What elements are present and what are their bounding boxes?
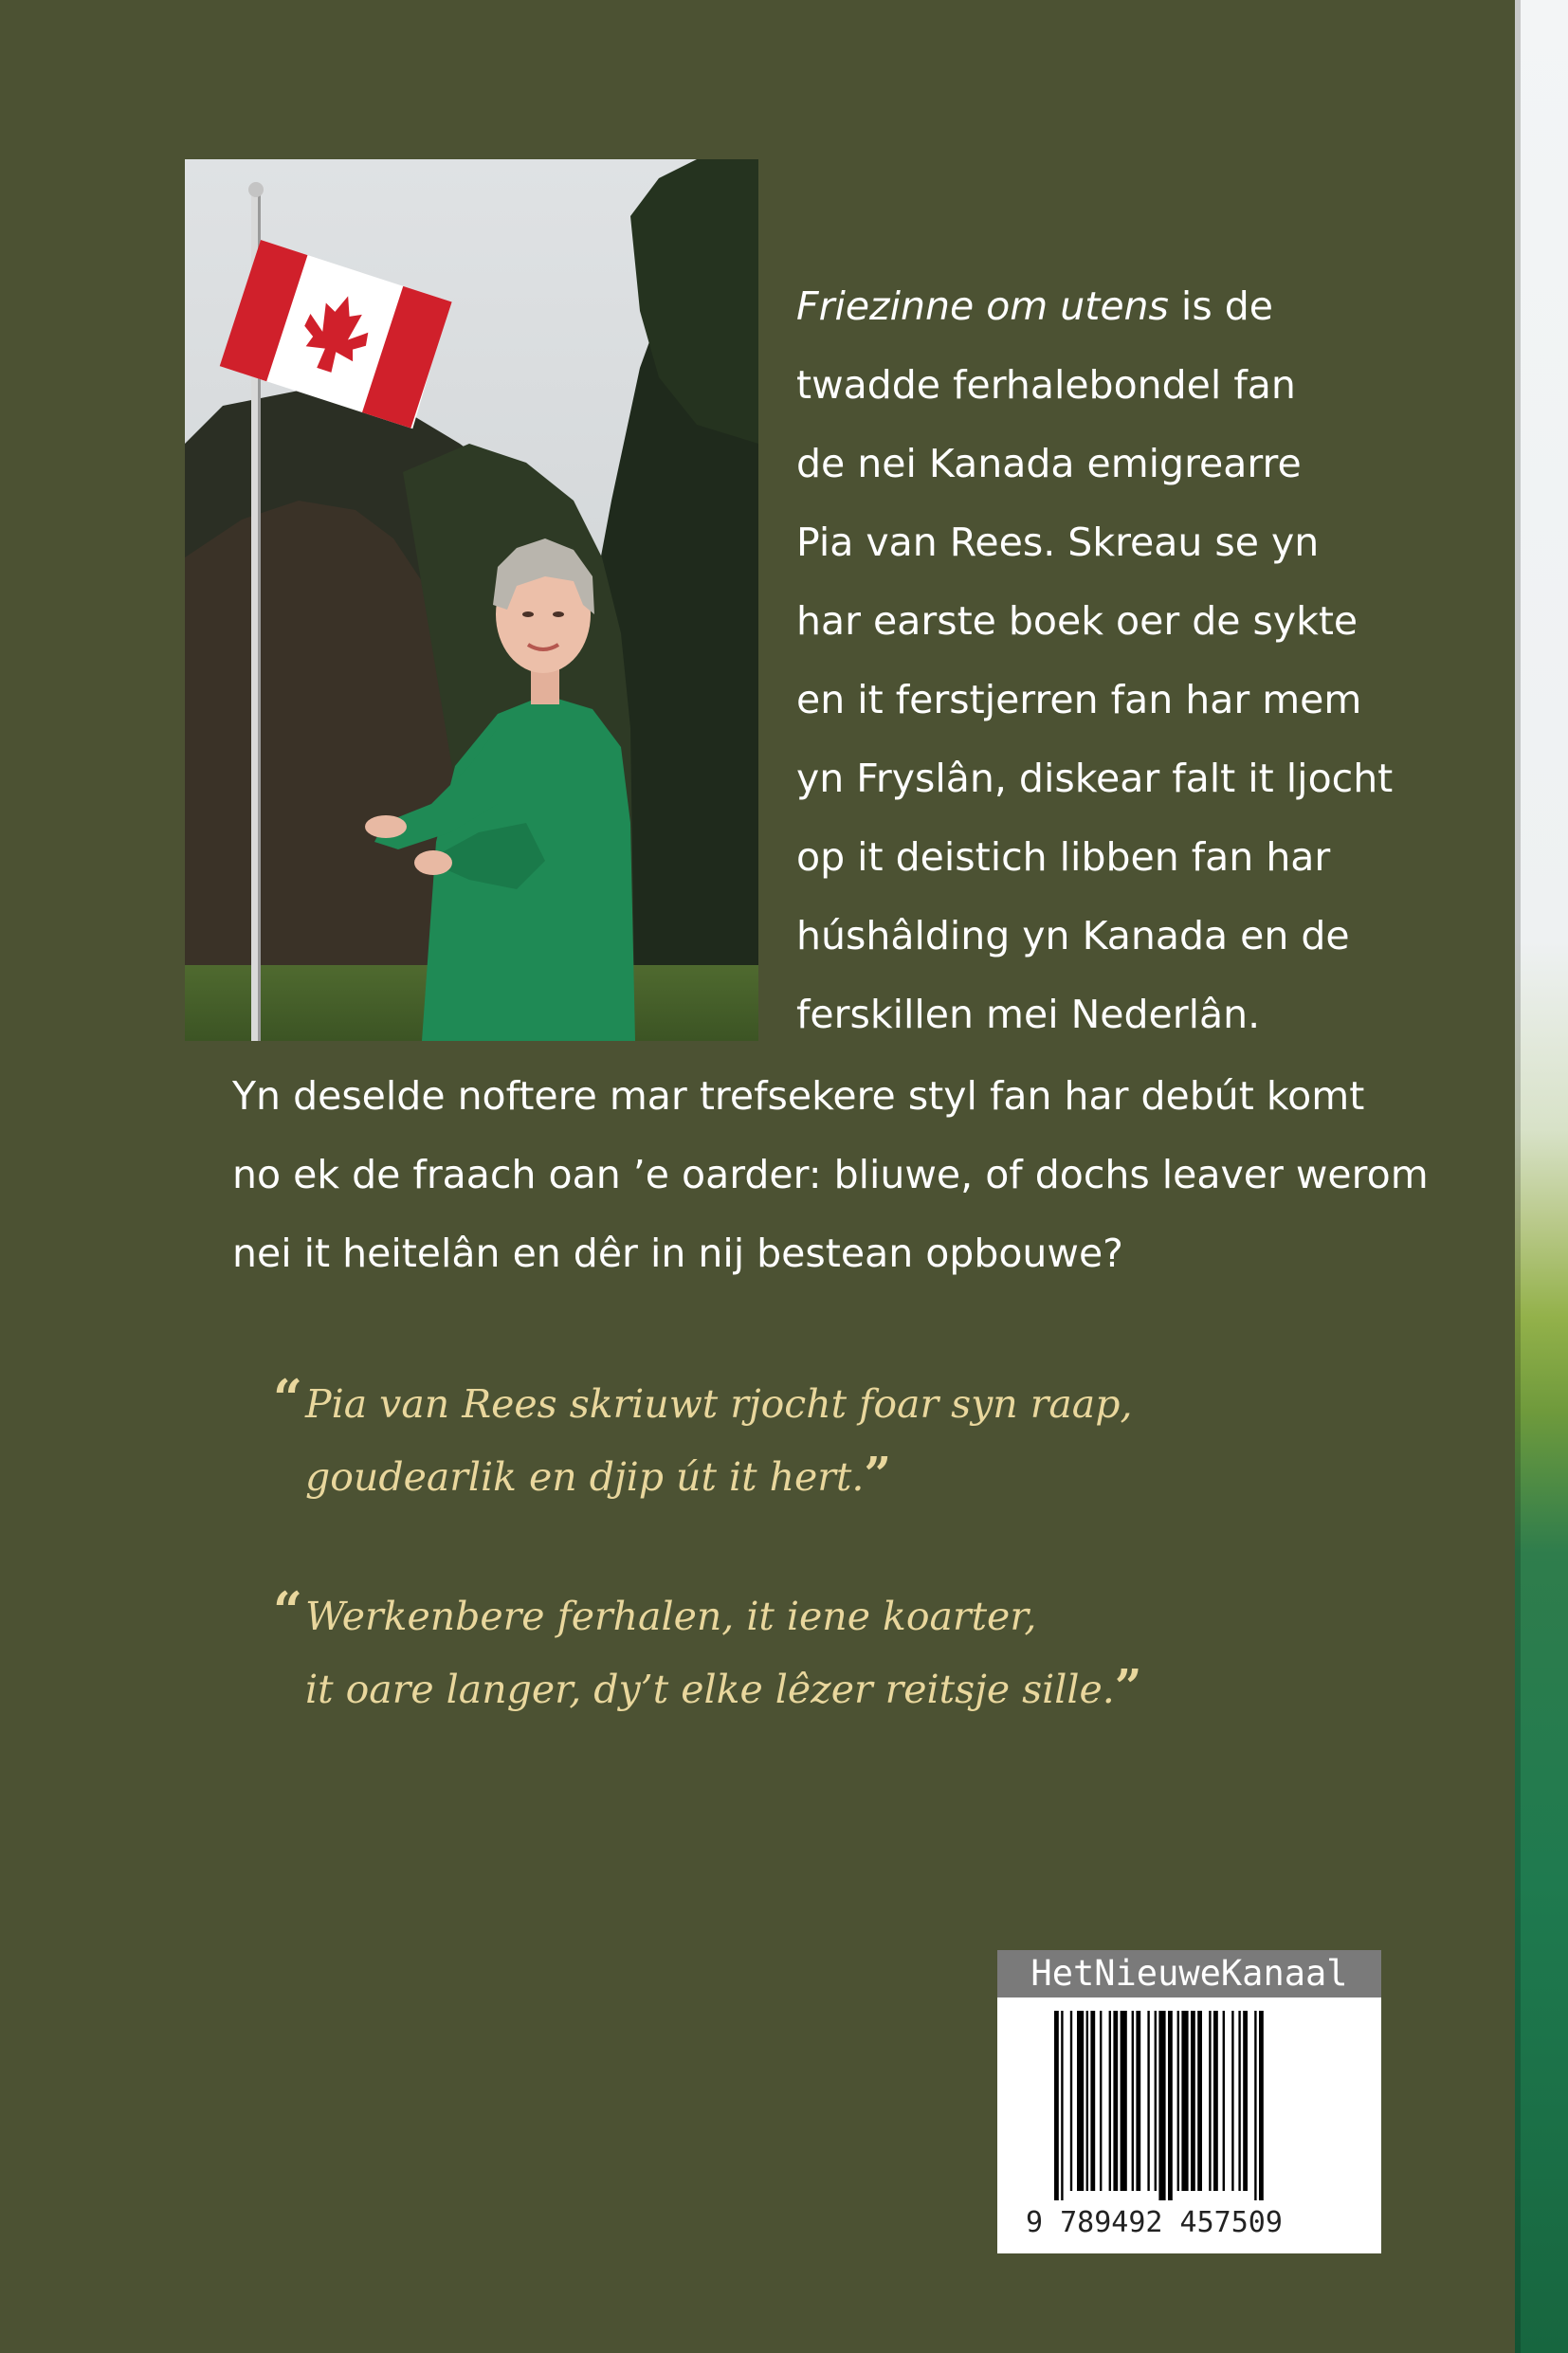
barcode-bar	[1077, 2011, 1084, 2191]
quote-line-last	[305, 1439, 1133, 1512]
barcode-bar	[1231, 2011, 1233, 2191]
barcode-bar	[1061, 2011, 1063, 2200]
quote-text: it oare langer, dy’t elke lêzer reitsje sille.	[305, 1667, 1115, 1712]
barcode-bar	[1155, 2011, 1157, 2191]
quote-line: Werkenbere ferhalen, it iene koarter,	[305, 1594, 1037, 1639]
blurb-line: Yn deselde noftere mar trefsekere styl fan har debút komt	[232, 1073, 1365, 1119]
blurb-line: twadde ferhalebondel fan	[796, 362, 1296, 408]
book-title: Friezinne om utens	[796, 283, 1169, 329]
blurb-line: húshâlding yn Kanada en de	[796, 913, 1350, 958]
open-quote-mark: “	[273, 1368, 303, 1429]
barcode-bar	[1238, 2011, 1240, 2191]
front-cover-edge	[1515, 0, 1568, 2353]
barcode-bar	[1132, 2011, 1134, 2191]
barcode-bar	[1109, 2011, 1111, 2191]
barcode-bar	[1113, 2011, 1118, 2191]
blurb-line: nei it heitelân en dêr in nij bestean opbouwe?	[232, 1231, 1123, 1276]
blurb-line: no ek de fraach oan ’e oarder: bliuwe, of dochs leaver werom	[232, 1152, 1429, 1197]
barcode-bar	[1223, 2011, 1225, 2191]
blurb-line: har earste boek oer de sykte	[796, 598, 1358, 644]
barcode-bar	[1209, 2011, 1211, 2191]
barcode-bar	[1254, 2011, 1256, 2200]
quote-text: goudearlik en djip út it hert.	[305, 1454, 865, 1500]
blurb-continued	[232, 1057, 1429, 1293]
review-quote-2	[273, 1580, 1142, 1724]
blurb-line: Pia van Rees. Skreau se yn	[796, 520, 1320, 565]
blurb-line: de nei Kanada emigrearre	[796, 441, 1302, 486]
barcode-bar	[1086, 2011, 1088, 2191]
barcode-bar	[1054, 2011, 1059, 2200]
barcode-bar	[1121, 2011, 1127, 2191]
barcode-bar	[1100, 2011, 1102, 2191]
author-photo	[185, 159, 758, 1041]
blurb-line: en it ferstjerren fan har mem	[796, 677, 1362, 722]
open-quote-mark: “	[273, 1580, 303, 1641]
barcode-bar	[1197, 2011, 1202, 2191]
barcode-bar	[1213, 2011, 1218, 2191]
blurb-line: yn Fryslân, diskear falt it ljocht	[796, 756, 1394, 801]
barcode-bar	[1090, 2011, 1095, 2191]
blurb-intro	[796, 267, 1394, 1054]
barcode-bar	[1168, 2011, 1173, 2200]
close-quote-mark: ”	[1114, 1658, 1142, 1714]
isbn-number: 9 789492 457509	[1026, 2206, 1283, 2239]
barcode-bar	[1259, 2011, 1264, 2200]
barcode-bars	[1054, 2011, 1329, 2200]
barcode-bar	[1158, 2011, 1165, 2200]
quote-line: Pia van Rees skriuwt rjocht foar syn raap,	[305, 1381, 1133, 1427]
barcode-bar	[1181, 2011, 1188, 2191]
close-quote-mark: ”	[864, 1446, 892, 1502]
barcode-bar	[1177, 2011, 1179, 2191]
blurb-line: op it deistich libben fan har	[796, 834, 1331, 880]
barcode-bar	[1191, 2011, 1195, 2191]
barcode-bar	[1070, 2011, 1072, 2191]
publisher-label: HetNieuweKanaal	[997, 1950, 1381, 1997]
barcode-bar	[1136, 2011, 1140, 2191]
barcode-bar	[1147, 2011, 1149, 2191]
blurb-line-rest: is de	[1168, 283, 1273, 329]
isbn-barcode	[997, 1950, 1381, 2253]
blurb-line	[796, 267, 1384, 346]
quote-line-last	[305, 1651, 1142, 1724]
barcode-bar	[1243, 2011, 1248, 2191]
review-quote-1	[273, 1368, 1133, 1512]
spine-fold	[1515, 0, 1521, 2353]
blurb-line: ferskillen mei Nederlân.	[796, 992, 1261, 1037]
